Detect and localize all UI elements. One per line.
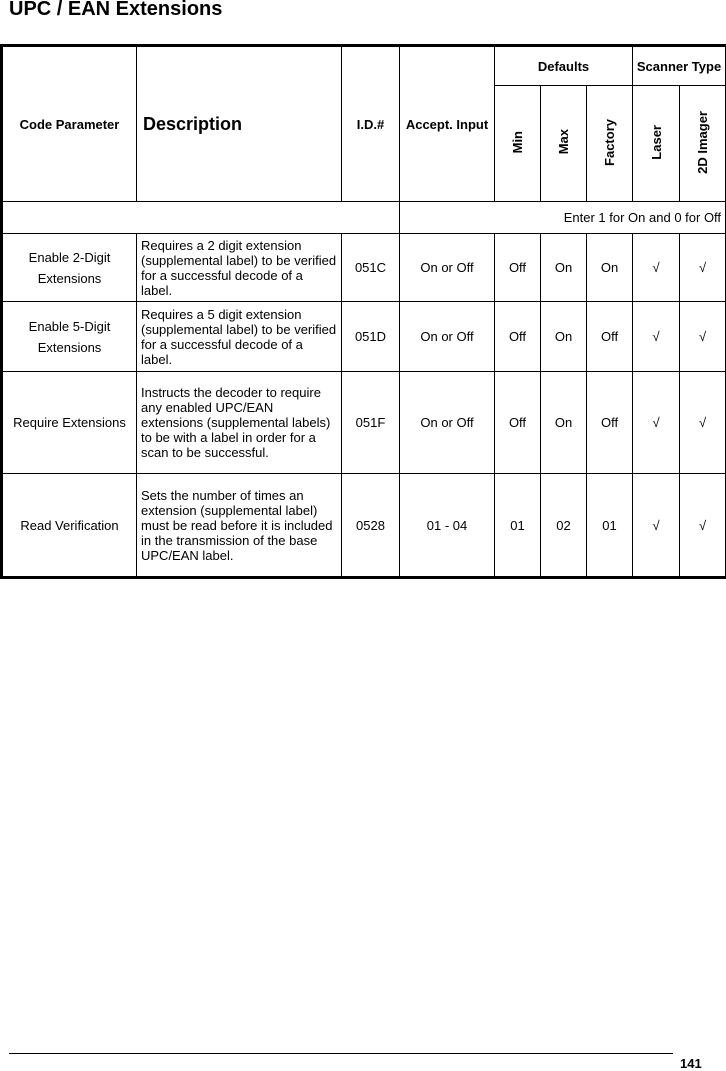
header-description: Description	[137, 46, 342, 202]
header-laser: Laser	[648, 124, 664, 160]
row-accept: On or Off	[400, 372, 495, 474]
table-row	[2, 474, 726, 578]
table-row	[2, 372, 726, 474]
row-factory: On	[587, 234, 633, 302]
note-text: Enter 1 for On and 0 for Off	[400, 202, 726, 234]
row-description: Instructs the decoder to require any enabled UPC/EAN extensions (supplemental labels) to be with a label in order for a scan to be successful.	[137, 372, 342, 474]
row-imager-check: √	[680, 302, 726, 372]
row-description: Sets the number of times an extension (supplemental label) must be read before it is included in the transmission of the base UPC/EAN label.	[137, 474, 342, 578]
header-accept-input: Accept. Input	[400, 46, 495, 202]
header-row-top	[2, 46, 726, 86]
row-param: Require Extensions	[2, 372, 137, 474]
row-min: Off	[495, 372, 541, 474]
header-factory-cell	[587, 86, 633, 202]
row-id: 051C	[342, 234, 400, 302]
row-description: Requires a 2 digit extension (supplemental label) to be verified for a successful decode of a label.	[137, 234, 342, 302]
header-code-parameter: Code Parameter	[2, 46, 137, 202]
row-id: 0528	[342, 474, 400, 578]
header-imager: 2D Imager	[695, 110, 711, 174]
row-min: Off	[495, 234, 541, 302]
row-max: 02	[541, 474, 587, 578]
row-param: Enable 2-Digit Extensions	[2, 234, 137, 302]
row-min: Off	[495, 302, 541, 372]
row-laser-check: √	[633, 372, 680, 474]
row-accept: On or Off	[400, 234, 495, 302]
row-factory: Off	[587, 372, 633, 474]
header-id: I.D.#	[342, 46, 400, 202]
row-id: 051D	[342, 302, 400, 372]
header-min: Min	[510, 130, 525, 154]
row-max: On	[541, 302, 587, 372]
row-imager-check: √	[680, 372, 726, 474]
row-accept: 01 - 04	[400, 474, 495, 578]
header-imager-cell	[680, 86, 726, 202]
page-number: 141	[680, 1056, 702, 1071]
row-max: On	[541, 372, 587, 474]
header-scanner-type: Scanner Type	[633, 46, 726, 86]
row-id: 051F	[342, 372, 400, 474]
table-row	[2, 234, 726, 302]
header-max-cell	[541, 86, 587, 202]
header-max: Max	[556, 129, 571, 155]
row-imager-check: √	[680, 474, 726, 578]
row-param: Read Verification	[2, 474, 137, 578]
note-row	[2, 202, 726, 234]
header-min-cell	[495, 86, 541, 202]
row-laser-check: √	[633, 302, 680, 372]
footer-divider	[9, 1053, 673, 1054]
row-accept: On or Off	[400, 302, 495, 372]
row-param: Enable 5-Digit Extensions	[2, 302, 137, 372]
row-factory: 01	[587, 474, 633, 578]
note-spacer	[2, 202, 400, 234]
header-factory: Factory	[602, 118, 618, 166]
row-max: On	[541, 234, 587, 302]
parameter-table	[0, 44, 726, 579]
row-min: 01	[495, 474, 541, 578]
table-row	[2, 302, 726, 372]
header-defaults: Defaults	[495, 46, 633, 86]
row-laser-check: √	[633, 474, 680, 578]
row-description: Requires a 5 digit extension (supplemental label) to be verified for a successful decode of a label.	[137, 302, 342, 372]
header-laser-cell	[633, 86, 680, 202]
page-title: UPC / EAN Extensions	[9, 0, 223, 20]
row-laser-check: √	[633, 234, 680, 302]
row-imager-check: √	[680, 234, 726, 302]
row-factory: Off	[587, 302, 633, 372]
